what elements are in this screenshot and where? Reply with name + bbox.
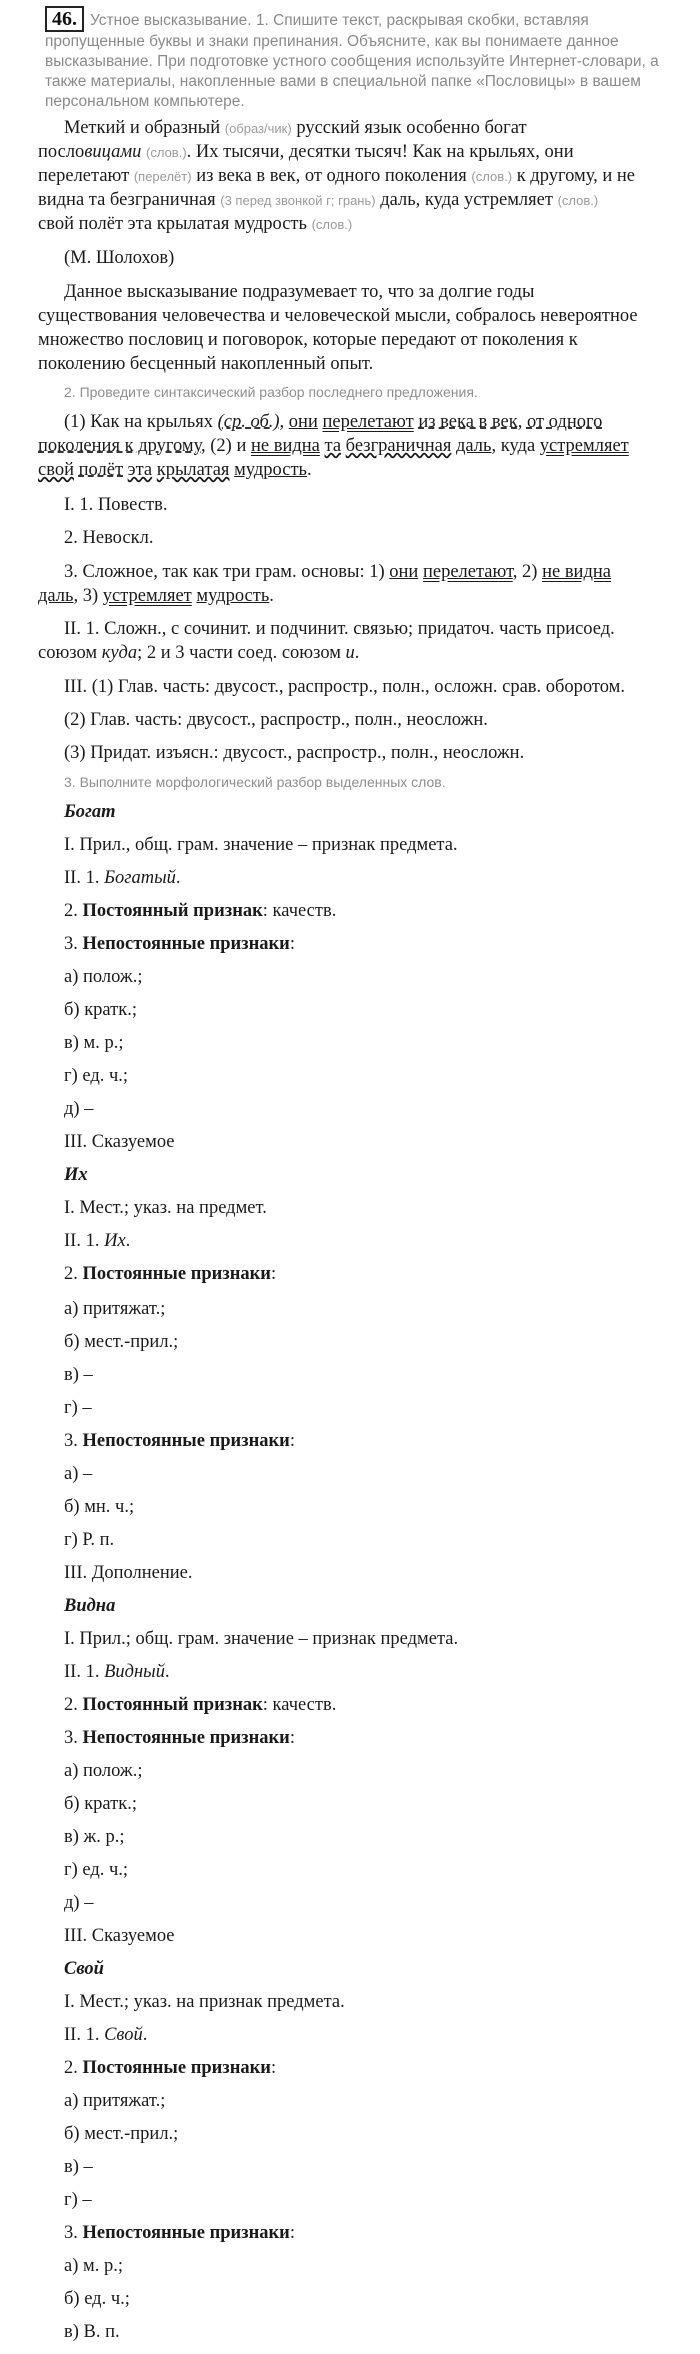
morph-line: б) мн. ч.; (64, 1497, 135, 1517)
morph-line: 3. Непостоянные признаки: (64, 934, 295, 954)
morph-line: 2. Постоянный признак: качеств. (64, 1695, 337, 1715)
morph-line: II. 1. Свой. (64, 2025, 148, 2045)
morph-line: 3. Непостоянные признаки: (64, 1431, 295, 1451)
morph-line: в) – (64, 1365, 93, 1385)
morph-line: I. Прил.; общ. грам. значение – признак предмета. (64, 1629, 459, 1649)
word-heading-ikh: Их (64, 1165, 88, 1185)
morph-line: г) – (64, 2190, 92, 2210)
morph-line: б) кратк.; (64, 1794, 138, 1814)
analysis-7: (3) Придат. изъясн.: двусост., распростр., полн., неосложн. (64, 743, 525, 763)
morph-line: III. Дополнение. (64, 1563, 193, 1583)
quote-line-1: Меткий и образный (образ/чик) русский язык особенно богат (64, 118, 527, 138)
word-heading-bogat: Богат (64, 802, 116, 822)
analysis-4: II. 1. Сложн., с сочинит. и подчинит. связью; придаточ. часть присоед. (64, 619, 615, 639)
morph-line: б) мест.-прил.; (64, 2124, 179, 2144)
analysis-5: III. (1) Глав. часть: двусост., распростр., полн., осложн. срав. оборотом. (64, 677, 626, 697)
analysis-4-cont: союзом куда; 2 и 3 части соед. союзом и. (38, 643, 360, 663)
morph-line: а) полож.; (64, 1761, 143, 1781)
morph-line: 2. Постоянные признаки: (64, 1264, 277, 1284)
explanation-line-3: множество пословиц и поговорок, которые передают от поколения к (38, 330, 578, 350)
morph-line: а) полож.; (64, 967, 143, 987)
analysis-3: 3. Сложное, так как три грам. основы: 1) они перелетают, 2) не видна (64, 562, 611, 582)
morph-line: б) ед. ч.; (64, 2289, 130, 2309)
word-heading-vidna: Видна (64, 1596, 116, 1616)
quote-line-5: свой полёт эта крылатая мудрость (слов.) (38, 214, 353, 234)
morph-line: а) – (64, 1464, 93, 1484)
quote-line-3: перелетают (перелёт) из века в век, от одного поколения (слов.) к другому, и не (38, 166, 635, 186)
morph-line: а) притяжат.; (64, 1299, 166, 1319)
morph-line: г) ед. ч.; (64, 1066, 129, 1086)
analysis-2: 2. Невоскл. (64, 528, 154, 548)
morph-line: а) притяжат.; (64, 2091, 166, 2111)
morph-line: 3. Непостоянные признаки: (64, 1728, 295, 1748)
morph-line: д) – (64, 1893, 94, 1913)
morph-line: б) мест.-прил.; (64, 1332, 179, 1352)
morph-line: в) м. р.; (64, 1033, 124, 1053)
morph-line: 2. Постоянный признак: качеств. (64, 901, 337, 921)
word-heading-svoy: Свой (64, 1959, 104, 1979)
analysis-3-cont: даль, 3) устремляет мудрость. (38, 586, 274, 606)
analysis-6: (2) Глав. часть: двусост., распростр., полн., неосложн. (64, 710, 488, 730)
explanation-line-4: поколению бесценный накопленный опыт. (38, 354, 374, 374)
task-3: 3. Выполните морфологический разбор выделенных слов. (64, 774, 446, 790)
morph-line: II. 1. Их. (64, 1231, 131, 1251)
morph-line: I. Мест.; указ. на предмет. (64, 1198, 267, 1218)
morph-line: б) кратк.; (64, 1000, 138, 1020)
quote-line-2: пословицами (слов.). Их тысячи, десятки тысяч! Как на крыльях, они (38, 142, 574, 162)
sentence-line-2: поколения к другому, (2) и не видна та безграничная даль, куда устремляет (38, 436, 629, 456)
morph-line: II. 1. Богатый. (64, 868, 181, 888)
morph-line: III. Сказуемое (64, 1132, 175, 1152)
morph-line: в) ж. р.; (64, 1827, 125, 1847)
analysis-1: I. 1. Повеств. (64, 495, 168, 515)
morph-line: а) м. р.; (64, 2256, 123, 2276)
morph-line: I. Прил., общ. грам. значение – признак предмета. (64, 835, 458, 855)
task-header (45, 6, 665, 112)
explanation-line-1: Данное высказывание подразумевает то, что за долгие годы (64, 282, 535, 302)
morph-line: г) ед. ч.; (64, 1860, 129, 1880)
task-text: Устное высказывание. 1. Спишите текст, раскрывая скобки, вставляя пропущенные буквы и знаки препинания. Объясните, как вы понимаете данное высказывание. При подготовке устного сообщения используйте Интернет-словари, а также материалы, накопленные вами в специальной папке «Пословицы» в вашем персональном компьютере. (45, 12, 659, 110)
morph-line: в) – (64, 2157, 93, 2177)
morph-line: г) Р. п. (64, 1530, 115, 1550)
morph-line: д) – (64, 1099, 94, 1119)
morph-line: г) – (64, 1398, 92, 1418)
task-2: 2. Проведите синтаксический разбор последнего предложения. (64, 384, 478, 400)
sentence-line-3: свой полёт эта крылатая мудрость. (38, 460, 312, 480)
morph-line: 2. Постоянные признаки: (64, 2058, 277, 2078)
morph-line: II. 1. Видный. (64, 1662, 170, 1682)
sentence-line-1: (1) Как на крыльях (ср. об.), они перелетают из века в век, от одного (64, 412, 603, 432)
morph-line: в) В. п. (64, 2322, 120, 2342)
morph-line: III. Сказуемое (64, 1926, 175, 1946)
explanation-line-2: существования человечества и человеческой мысли, собралось невероятное (38, 306, 638, 326)
quote-line-4: видна та безграничная (3 перед звонкой г; грань) даль, куда устремляет (слов.) (38, 190, 599, 210)
morph-line: I. Мест.; указ. на признак предмета. (64, 1992, 345, 2012)
exercise-number: 46. (45, 6, 84, 32)
morph-line: 3. Непостоянные признаки: (64, 2223, 295, 2243)
quote-author: (М. Шолохов) (64, 248, 175, 268)
